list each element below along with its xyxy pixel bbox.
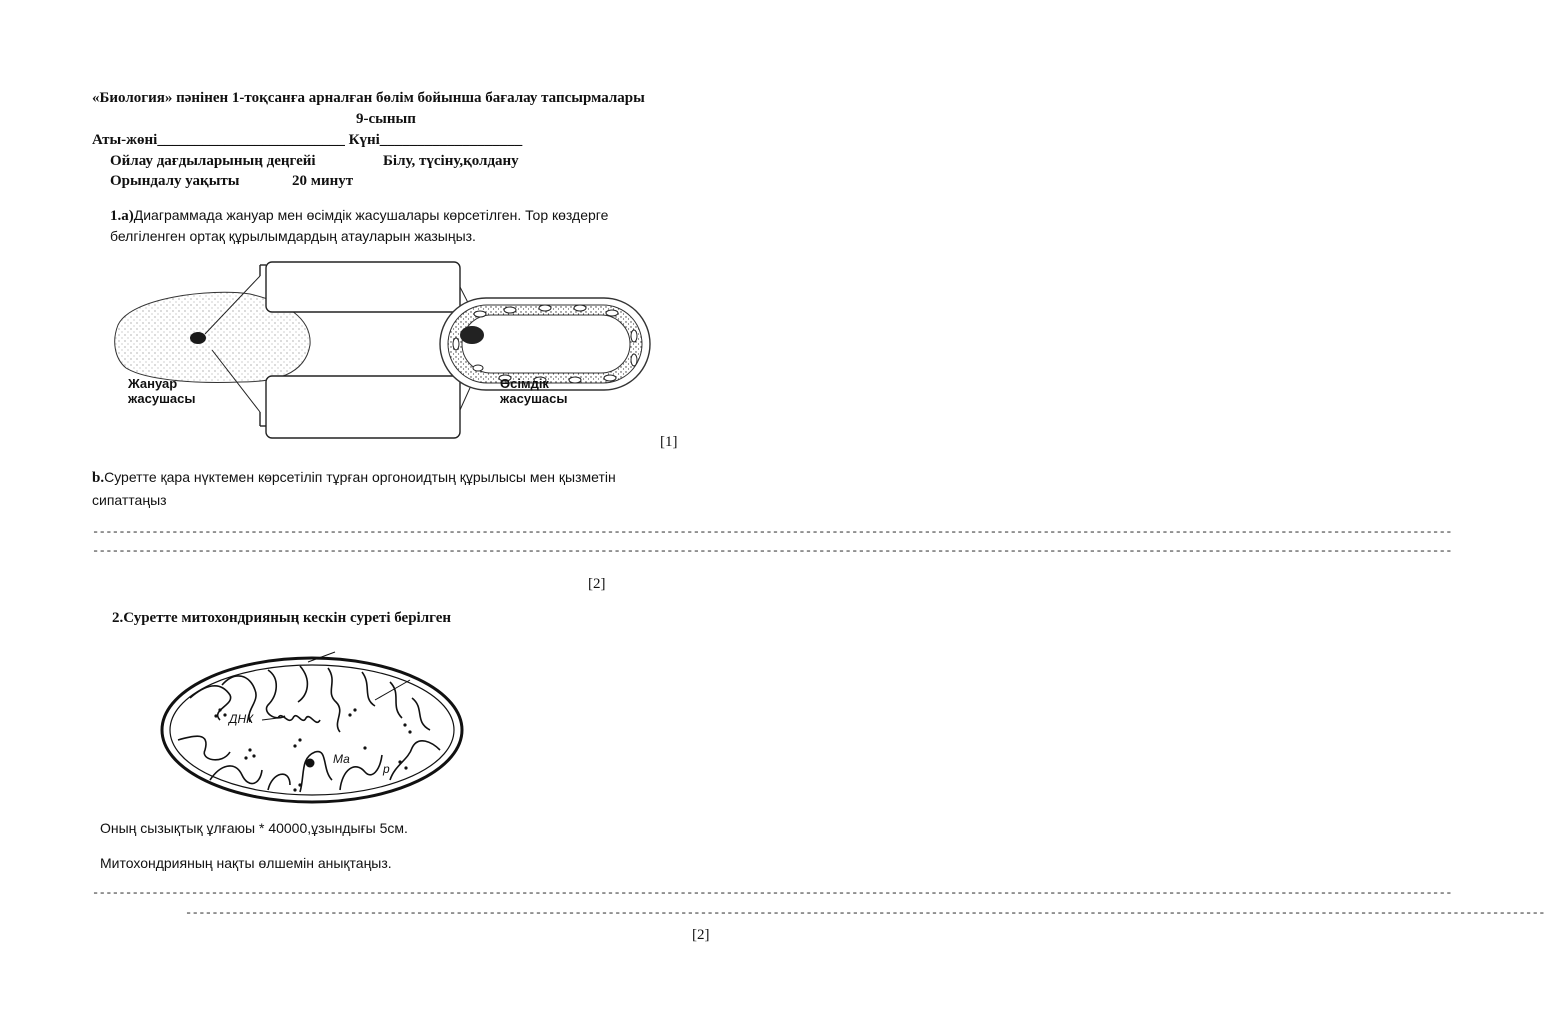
q2-marks: [2] [692, 927, 710, 943]
animal-nucleus [190, 332, 206, 344]
plant-cell-label-line2: жасушасы [500, 391, 568, 406]
answer-box-bottom[interactable] [266, 376, 460, 438]
q1b-text-line1: Суретте қара нүктемен көрсетіліп тұрған оргоноидтың құрылысы мен қызметін [104, 469, 616, 485]
mito-label-p: р [383, 762, 390, 776]
thinking-level-label: Ойлау дағдыларының деңгейі [110, 153, 316, 169]
q2-task-text: Митохондрияның нақты өлшемін анықтаңыз. [100, 855, 392, 871]
document-title: «Биология» пәнінен 1-тоқсанға арналған бөлім бойынша бағалау тапсырмалары [92, 90, 645, 106]
q2-title: 2.Суретте митохондрияның кескін суреті берілген [112, 610, 452, 626]
q2-answer-line-2[interactable]: -------------------------------------------------------------------------------------------------------------------------------------------------------------------------------------------------------------- [185, 906, 1545, 920]
name-date-row [92, 132, 522, 149]
plant-vacuole [462, 315, 630, 373]
q2-magnification-text: Оның сызықтық ұлғаюы * 40000,ұзындығы 5см. [100, 820, 408, 836]
plant-cell-label [500, 376, 567, 406]
q1a-marks: [1] [660, 434, 678, 450]
animal-cell-label [128, 376, 195, 406]
q1b-text [92, 469, 616, 487]
q1a-text-line1: Диаграммада жануар мен өсімдік жасушалары көрсетілген. Тор көздерге [133, 207, 609, 223]
q1b-text-line2: сипаттаңыз [92, 492, 167, 508]
name-label: Аты-жөні [92, 132, 158, 148]
cells-diagram [100, 250, 660, 445]
animal-cell-label-line1: Жануар [128, 376, 178, 391]
time-value: 20 минут [292, 173, 354, 189]
plant-cell-label-line1: Өсімдік [500, 376, 549, 391]
q1b-answer-line-1[interactable]: -------------------------------------------------------------------------------------------------------------------------------------------------------------------------------------------------------------- [92, 525, 1452, 539]
q1b-marks: [2] [588, 576, 606, 592]
thinking-level-value: Білу, түсіну,қолдану [383, 153, 519, 169]
q1a-text-line2: белгіленген ортақ құрылымдардың атауларын жазыңыз. [110, 228, 476, 244]
mitochondrion-outer-membrane [162, 658, 462, 802]
mito-label-ma: Ма [333, 752, 350, 766]
q1a-text [110, 207, 608, 225]
time-label: Орындалу уақыты [110, 173, 240, 189]
date-field-line[interactable]: ___________________ [379, 132, 523, 148]
animal-cell-label-line2: жасушасы [128, 391, 196, 406]
name-field-line[interactable]: _________________________ [157, 132, 345, 148]
grade-label: 9-сынып [356, 111, 416, 127]
q1a-number: 1.а) [110, 208, 134, 224]
answer-box-top[interactable] [266, 262, 460, 312]
q1b-letter: b. [92, 470, 105, 486]
date-label: Күні [348, 132, 380, 148]
plant-nucleus [460, 326, 484, 344]
q1b-answer-line-2[interactable]: -------------------------------------------------------------------------------------------------------------------------------------------------------------------------------------------------------------- [92, 544, 1452, 558]
mito-label-dna: ДНК [229, 712, 254, 726]
mitochondrion-diagram [150, 640, 475, 810]
q2-answer-line-1[interactable]: -------------------------------------------------------------------------------------------------------------------------------------------------------------------------------------------------------------- [92, 886, 1452, 900]
